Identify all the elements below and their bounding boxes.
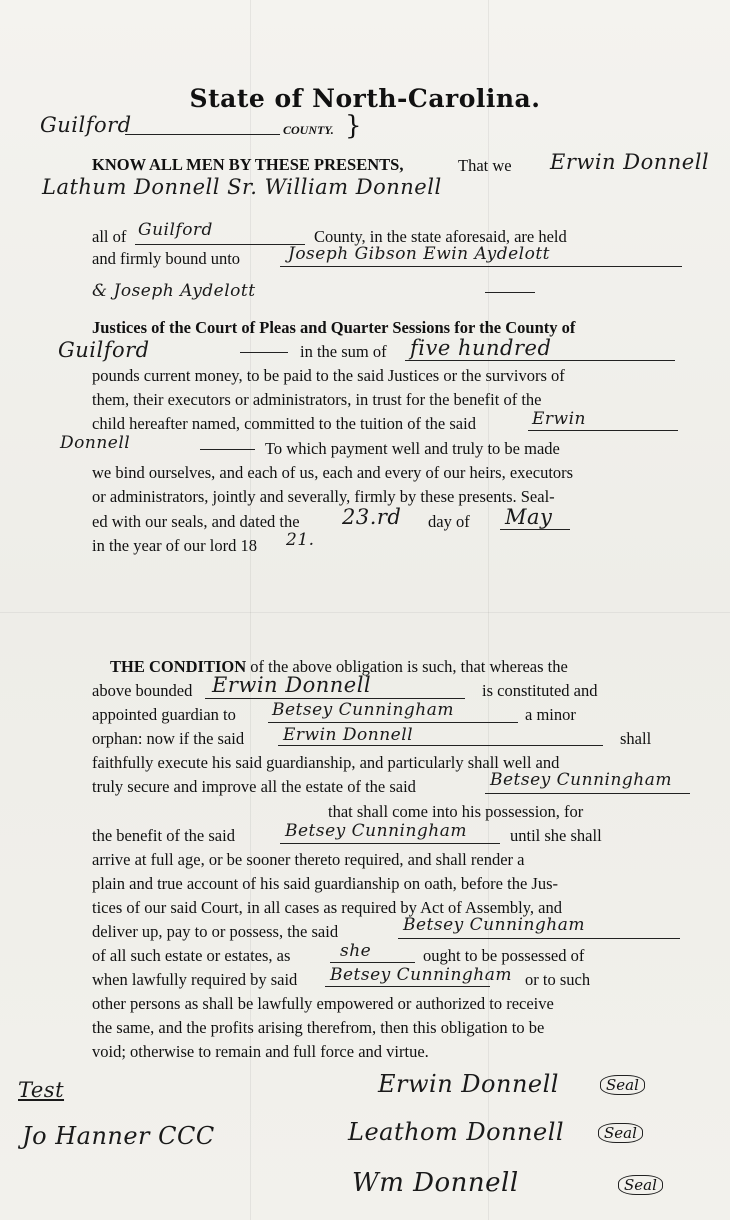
orphan-handwritten: Betsey Cunningham [285,821,468,841]
court-county-handwritten: Guilford [58,338,150,362]
text-line: the same, and the profits arising therefrom, then this obligation to be [92,1018,545,1037]
text-line: faithfully execute his said guardianship, and particularly shall well and [92,753,560,772]
guardian-handwritten: Erwin Donnell [283,725,414,745]
text-line: them, their executors or administrators, in trust for the benefit of the [92,390,542,409]
guardian-handwritten: Erwin Donnell [212,673,372,697]
text-line: pounds current money, to be paid to the said Justices or the survivors of [92,366,565,385]
blank-line [330,962,415,963]
seal-mark: Seal [618,1175,663,1195]
text-line: child hereafter named, committed to the tuition of the said [92,414,476,433]
blank-line [200,449,255,450]
signature-wm-donnell: Wm Donnell [352,1168,519,1198]
month-handwritten: May [505,505,553,529]
text-line: void; otherwise to remain and full force and virtue. [92,1042,429,1061]
text-line: of all such estate or estates, as [92,946,291,965]
day-handwritten: 23.rd [342,505,402,529]
text-line: truly secure and improve all the estate of the said [92,777,416,796]
justices-handwritten: Joseph Gibson Ewin Aydelott [288,244,551,264]
blank-line [278,745,603,746]
sureties-handwritten: Lathum Donnell Sr. William Donnell [42,175,442,199]
blank-line [125,134,280,135]
signature-erwin-donnell: Erwin Donnell [378,1070,559,1098]
text-line: plain and true account of his said guardianship on oath, before the Jus- [92,874,558,893]
blank-line [325,986,490,987]
year-prefix: in the year of our lord 18 [92,536,257,555]
text-line: To which payment well and truly to be made [265,439,560,458]
county-state: County, in the state aforesaid, are held [314,227,567,246]
in-sum-of: in the sum of [300,342,387,361]
county-label: COUNTY. [283,123,334,137]
text-line: above bounded [92,681,193,700]
clerk-signature: Jo Hanner CCC [22,1122,215,1150]
condition-heading: THE CONDITION [110,657,247,676]
text-line: that shall come into his possession, for [328,802,584,821]
blank-line [205,698,465,699]
county-handwritten: Guilford [40,113,132,137]
principal-handwritten: Erwin Donnell [550,150,710,174]
text-line: when lawfully required by said [92,970,298,989]
text-line: tices of our said Court, in all cases as required by Act of Assembly, and [92,898,562,917]
know-all-men: KNOW ALL MEN BY THESE PRESENTS, [92,155,404,174]
text-line: ought to be possessed of [423,946,585,965]
orphan-handwritten: Betsey Cunningham [330,965,513,985]
text-line: we bind ourselves, and each of us, each and every of our heirs, executors [92,463,574,482]
county-handwritten: Guilford [138,220,213,240]
seal-mark: Seal [600,1075,645,1095]
day-of: day of [428,512,470,531]
orphan-handwritten: Betsey Cunningham [272,700,455,720]
text-line: deliver up, pay to or possess, the said [92,922,339,941]
blank-line [268,722,518,723]
text-line: the benefit of the said [92,826,235,845]
that-we: That we [458,156,512,175]
blank-line [485,292,535,293]
blank-line [135,244,305,245]
blank-line [280,843,500,844]
orphan-handwritten: Betsey Cunningham [403,915,586,935]
pronoun-handwritten: she [340,941,372,961]
blank-line [240,352,288,353]
justices-handwritten: & Joseph Aydelott [92,281,256,301]
text-line: other persons as shall be lawfully empowered or authorized to receive [92,994,554,1013]
document-title: State of North-Carolina. [189,84,541,113]
blank-line [485,793,690,794]
blank-line [500,529,570,530]
blank-line [280,266,682,267]
blank-line [398,938,680,939]
all-of: all of [92,227,127,246]
text-line: or administrators, jointly and severally, firmly by these presents. Seal- [92,487,555,506]
guardian-handwritten: Erwin [532,409,586,429]
text-line: shall [620,729,652,748]
signature-leathom-donnell: Leathom Donnell [348,1118,565,1146]
year-handwritten: 21. [286,530,315,550]
text-line: until she shall [510,826,602,845]
guardian-handwritten: Donnell [60,433,131,453]
orphan-handwritten: Betsey Cunningham [490,770,673,790]
blank-line [528,430,678,431]
text-line: of the above obligation is such, that whereas the [250,657,568,676]
paper-fold [0,612,730,613]
firmly-bound: and firmly bound unto [92,249,241,268]
text-line: appointed guardian to [92,705,236,724]
sum-handwritten: five hundred [410,336,552,360]
seal-mark: Seal [598,1123,643,1143]
text-line: a minor [525,705,576,724]
brace: } [345,111,362,141]
blank-line [405,360,675,361]
text-line: ed with our seals, and dated the [92,512,300,531]
text-line: or to such [525,970,591,989]
text-line: is constituted and [482,681,598,700]
justices-text: Justices of the Court of Pleas and Quarter Sessions for the County of [92,318,576,337]
text-line: arrive at full age, or be sooner thereto required, and shall render a [92,850,525,869]
paper-fold [488,0,489,1220]
text-line: orphan: now if the said [92,729,245,748]
attest-label-handwritten: Test [18,1078,65,1102]
